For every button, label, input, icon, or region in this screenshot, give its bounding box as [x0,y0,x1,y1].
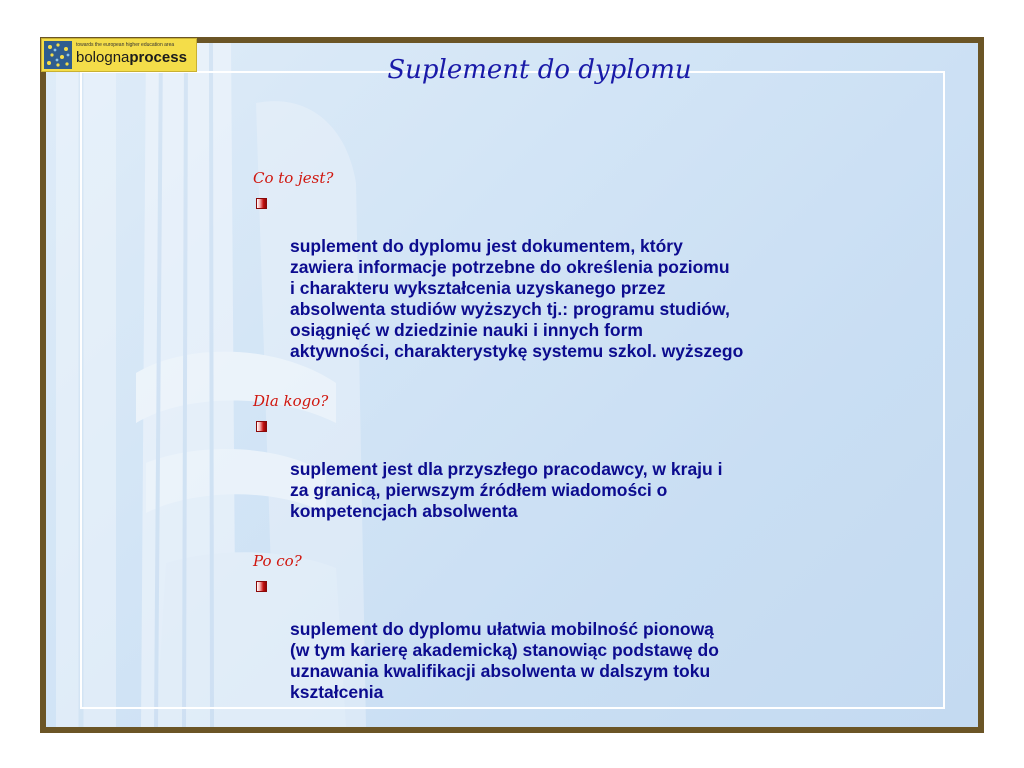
logo-tagline: towards the european higher education area [76,42,175,48]
square-bullet-icon [256,581,267,592]
section-what [250,169,900,362]
page-title: Suplement do dyplomu [387,55,692,85]
section-text: suplement do dyplomu ułatwia mobilność pionową (w tym karierę akademicką) stanowiąc podstawę do uznawania kwalifikacji absolwenta w dalszym toku kształcenia [290,619,719,702]
section-question: Po co? [253,552,302,570]
section-question: Co to jest? [253,169,334,187]
logo-name-part1: bologna [76,49,130,66]
section-why [250,552,900,703]
logo-name-part2: process [129,49,187,66]
list-item [250,194,900,362]
square-bullet-icon [256,421,267,432]
list-item [250,577,900,703]
list-item [250,417,900,522]
content [250,169,900,733]
square-bullet-icon [256,198,267,209]
section-text: suplement do dyplomu jest dokumentem, który zawiera informacje potrzebne do określenia poziomu i charakteru wykształcenia uzyskanego przez absolwenta studiów wyższych tj.: programu studiów, osiągnięć w dziedzinie nauki i innych form aktywności, charakterystykę systemu szkol. wyższego [290,236,744,361]
section-text: suplement jest dla przyszłego pracodawcy, w kraju i za granicą, pierwszym źródłem wiadomości o kompetencjach absolwenta [290,459,723,521]
section-question: Dla kogo? [253,392,329,410]
section-for-whom [250,392,900,522]
